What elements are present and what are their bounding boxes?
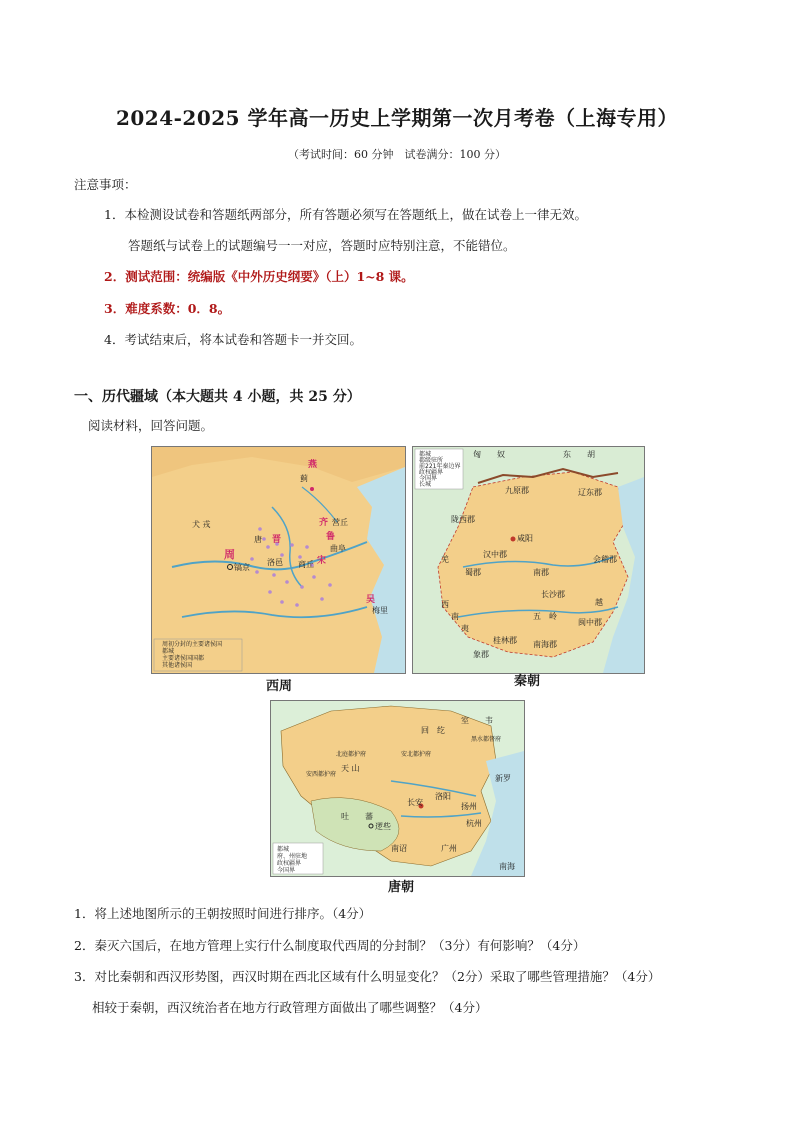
legend-tang-3: 今国界 — [277, 867, 296, 874]
question-2: 2．秦灭六国后，在地方管理上实行什么制度取代西周的分封制？（3分）有何影响？（4分） — [74, 938, 586, 953]
label-quanrong: 犬 戎 — [192, 520, 211, 529]
label-shangqiu: 商丘 — [298, 560, 314, 569]
label-nanhai: 南海郡 — [533, 640, 557, 649]
label-huihe: 回 纥 — [421, 726, 445, 735]
label-ji: 蓟 — [300, 474, 308, 483]
notice-item-2: 2．测试范围：统编版《中外历史纲要》（上）1~8 课。 — [104, 269, 414, 284]
label-hanzhong: 汉中郡 — [483, 550, 507, 559]
legend-qin-2: 前221年秦边界 — [419, 463, 461, 470]
map-tang-svg — [271, 701, 524, 876]
label-luoyi: 洛邑 — [267, 558, 283, 567]
label-andong: 安北都护府 — [401, 751, 432, 758]
label-guilin: 桂林郡 — [493, 636, 517, 645]
label-wuling: 五 岭 — [533, 612, 557, 621]
label-meili: 梅里 — [372, 606, 388, 615]
notice-item-4: 4．考试结束后，将本试卷和答题卡一并交回。 — [104, 332, 362, 347]
label-luoyang: 洛阳 — [435, 792, 451, 801]
label-nanzhao: 南诏 — [391, 844, 407, 853]
label-wu: 吴 — [366, 595, 376, 605]
label-yan: 燕 — [308, 460, 318, 470]
legend-qin-4: 今国界 — [419, 475, 438, 482]
question-3-cont: 相较于秦朝，西汉统治者在地方行政管理方面做出了哪些调整？（4分） — [92, 1000, 488, 1015]
label-xinluo: 新罗 — [495, 774, 511, 783]
label-xiang: 象郡 — [473, 650, 489, 659]
section-intro: 阅读材料，回答问题。 — [88, 418, 214, 433]
label-nan: 南 — [451, 612, 459, 621]
label-zhou: 周 — [224, 548, 235, 561]
label-luoxie: 逻些 — [375, 822, 391, 831]
notice-item-1-cont: 答题纸与试卷上的试题编号一一对应，答题时应特别注意，不能错位。 — [128, 238, 516, 253]
label-longxi: 陇西郡 — [451, 515, 475, 524]
label-mohe: 黑水都督府 — [471, 736, 502, 743]
label-liaodong: 辽东郡 — [578, 488, 602, 497]
label-donghu: 东 胡 — [563, 450, 595, 459]
label-guangzhou: 广州 — [441, 844, 457, 853]
label-shu: 蜀郡 — [465, 568, 481, 577]
section-heading: 一、历代疆域（本大题共 4 小题，共 25 分） — [74, 389, 361, 405]
exam-info: （考试时间：60 分钟 试卷满分：100 分） — [288, 148, 506, 161]
label-song: 宋 — [317, 556, 327, 566]
legend-qin-0: 都城 — [419, 451, 432, 458]
map-qin-svg — [413, 447, 644, 673]
label-hangzhou: 杭州 — [466, 819, 482, 828]
notice-item-1: 1．本检测设试卷和答题纸两部分，所有答题必须写在答题纸上，做在试卷上一律无效。 — [104, 207, 587, 222]
label-qiang: 羌 — [441, 555, 449, 564]
label-changsha: 长沙郡 — [541, 590, 565, 599]
legend-xizhou-3: 其他诸侯国 — [162, 662, 193, 669]
label-tianshan: 天 山 — [341, 764, 360, 773]
map-xizhou-svg — [152, 447, 405, 673]
label-xinan: 西 — [441, 600, 449, 609]
legend-qin-5: 长城 — [419, 481, 432, 488]
label-minzhong: 闽中郡 — [578, 618, 602, 627]
caption-tang: 唐朝 — [387, 880, 414, 895]
legend-qin-3: 政权疆界 — [419, 469, 444, 476]
legend-xizhou-0: 周初分封的主要诸侯国 — [162, 641, 223, 648]
label-beiting: 北庭都护府 — [336, 751, 367, 758]
label-shiwei: 室 韦 — [461, 716, 493, 725]
map-xizhou — [151, 446, 406, 674]
legend-qin-1: 郡级驻所 — [419, 457, 444, 464]
label-nanjun: 南郡 — [533, 568, 549, 577]
label-huiji: 会稽郡 — [593, 555, 617, 564]
legend-xizhou-2: 主要诸侯国国都 — [162, 655, 205, 662]
label-jiuyuan: 九原郡 — [505, 486, 529, 495]
label-yi: 夷 — [461, 624, 469, 633]
label-changan: 长安 — [407, 798, 423, 807]
label-xianyang: 咸阳 — [517, 534, 533, 543]
notice-item-3: 3．难度系数：0．8。 — [104, 301, 231, 316]
map-tang — [270, 700, 525, 877]
label-yingqiu: 营丘 — [332, 518, 348, 527]
legend-tang-1: 府、州驻地 — [277, 853, 308, 860]
label-xiongnu: 匈 奴 — [473, 450, 505, 459]
label-qufu: 曲阜 — [330, 544, 346, 553]
label-nanhai: 南海 — [499, 862, 515, 871]
legend-tang-2: 政权疆界 — [277, 860, 302, 867]
label-qi: 齐 — [319, 518, 329, 528]
legend-tang-0: 都城 — [277, 846, 290, 853]
label-yue: 越 — [595, 598, 603, 607]
question-3: 3．对比秦朝和西汉形势图，西汉时期在西北区域有什么明显变化？（2分）采取了哪些管理措施？（4分） — [74, 969, 661, 984]
label-tang: 唐 — [254, 535, 262, 544]
caption-qin: 秦朝 — [513, 674, 540, 689]
label-tubo: 吐 蕃 — [341, 812, 373, 821]
question-1: 1．将上述地图所示的王朝按照时间进行排序。（4分） — [74, 906, 372, 921]
caption-xizhou: 西周 — [265, 679, 292, 694]
legend-xizhou-1: 都城 — [162, 648, 175, 655]
notice-heading: 注意事项： — [74, 177, 137, 192]
map-qin — [412, 446, 645, 674]
label-gaojing: 镐京 — [234, 563, 250, 572]
label-lu: 鲁 — [326, 532, 336, 542]
label-yangzhou: 扬州 — [461, 802, 477, 811]
page-title: 2024-2025 学年高一历史上学期第一次月考卷（上海专用） — [115, 106, 679, 130]
label-jin: 晋 — [272, 535, 282, 545]
label-anxi: 安西都护府 — [306, 771, 337, 778]
